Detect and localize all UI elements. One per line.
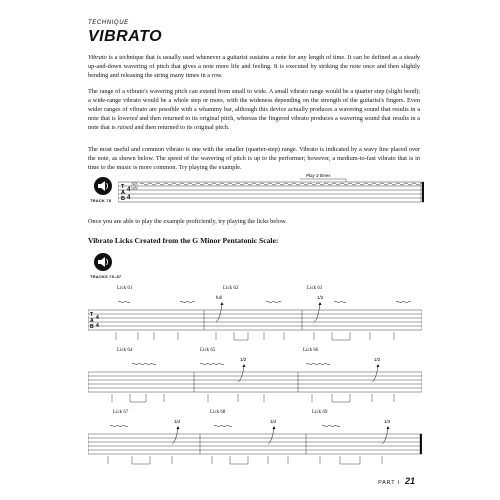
tab-letter-t: T <box>121 184 125 190</box>
svg-text:A: A <box>90 318 94 324</box>
term-raised: raised <box>117 123 133 131</box>
tab-staff-row-3 <box>88 434 422 454</box>
paragraph-intro <box>88 54 420 81</box>
vibrato-mark <box>334 301 346 303</box>
bend-label-quarter: 1/4 <box>270 419 277 424</box>
lick-69-label: Lick 69 <box>312 410 328 415</box>
vibrato-mark <box>200 363 224 365</box>
vibrato-wavy-line <box>140 183 424 185</box>
tracks-label: TRACKS 79–87 <box>90 274 122 279</box>
lick-64-label: Lick 64 <box>117 348 133 353</box>
tab-system-row-3 <box>88 414 422 470</box>
lick-68-label: Lick 68 <box>210 410 226 415</box>
bend-label-quarter: 1/4 <box>174 419 181 424</box>
stems-row-3 <box>108 456 382 464</box>
page-title: VIBRATO <box>88 28 163 45</box>
intro-text: is a technique that is usually used whenever a guitarist sustains a note for any length of time. It can be defined as a steady up-and-down wavering of pitch that gives a note more life and feeling. It is executed by striking the note once and then slightly bending and releasing the string many times in a row. <box>88 54 420 79</box>
svg-text:4: 4 <box>96 315 99 321</box>
lick-65-label: Lick 65 <box>200 348 216 353</box>
svg-text:B: B <box>90 324 94 330</box>
track-label-78: TRACK 78 <box>90 198 112 203</box>
paragraph-try: Once you are able to play the example proficiently, try playing the licks below. <box>88 218 287 225</box>
time-sig-bottom: 4 <box>127 195 131 201</box>
term-vibrato: Vibrato <box>88 54 107 61</box>
lick-63-label: Lick 63 <box>307 286 323 291</box>
final-barline <box>422 182 424 202</box>
fret-number: 5 <box>133 184 136 190</box>
tab-system-row-2 <box>88 352 422 406</box>
stems-row-2 <box>112 394 394 402</box>
vibrato-mark <box>322 425 340 427</box>
vibrato-example-tab <box>118 170 424 210</box>
bend-arrow <box>382 428 388 444</box>
svg-text:4: 4 <box>96 323 99 329</box>
bend-arrow <box>268 428 274 444</box>
term-lowered: lowered <box>117 114 138 122</box>
audio-tracks-icon <box>90 252 116 272</box>
lick-62-label: Lick 62 <box>223 286 239 291</box>
bend-label-half: 1/2 <box>240 357 247 362</box>
bend-arrow <box>314 304 320 322</box>
tab-staff-row-2 <box>88 372 422 392</box>
bend-label-full: full <box>216 295 222 300</box>
lick-66-label: Lick 66 <box>303 348 319 353</box>
bend-arrow <box>372 366 378 382</box>
vibrato-mark <box>118 301 130 303</box>
bend-arrow <box>216 304 222 322</box>
range-text-b: and then returned to its original pitch, whereas the fingered vibrato produces a wavering sound that results in a note that is <box>88 114 420 131</box>
page-number: 21 <box>405 476 416 486</box>
paragraph-common: The most useful and common vibrato is one with the smaller (quarter-step) range. Vibrato is indicated by a wavy line placed over the note, as shown below. The speed of the wavering of pitch is up to the performer; however, a medium-to-fast vibrato that is in time to the music is more common. Try playing the example. <box>88 146 420 171</box>
lick-67-label: Lick 67 <box>113 410 129 415</box>
range-text-a: The range of a vibrato's wavering pitch can extend from small to wide. A small vibrato range would be a quarter step (slight bend); a wide-range vibrato would be a whole step or more, with the wideness depending on the strength of the guitarist's fingers. Even wider ranges of vibrato are possible with a whammy bar, although this device actually produces a wavering sound that results in a note that is <box>88 88 420 122</box>
lick-61-label: Lick 61 <box>117 286 133 291</box>
paragraph-range <box>88 88 420 133</box>
range-text-c: and then returned to its original pitch. <box>132 123 230 131</box>
tab-staff-row-1 <box>88 310 422 330</box>
vibrato-mark <box>214 425 232 427</box>
licks-heading: Vibrato Licks Created from the G Minor Pentatonic Scale: <box>88 236 279 245</box>
bend-label-half: 1/2 <box>317 295 324 300</box>
vibrato-mark <box>306 363 330 365</box>
bend-label-half: 1/2 <box>374 357 381 362</box>
footer-part-label: PART I <box>378 480 400 486</box>
vibrato-mark <box>132 363 156 365</box>
bend-arrow <box>172 428 178 444</box>
play-times-label: Play 3 times <box>306 173 331 178</box>
stems-row-1 <box>116 332 394 340</box>
vibrato-mark <box>266 301 281 303</box>
section-eyebrow: TECHNIQUE <box>88 20 129 26</box>
final-barline <box>420 434 422 454</box>
tab-system-row-1 <box>88 290 422 344</box>
svg-text:T: T <box>90 312 94 318</box>
tab-letter-b: B <box>121 196 125 202</box>
bend-label-quarter: 1/4 <box>384 419 391 424</box>
time-sig-top: 4 <box>127 187 131 193</box>
vibrato-mark <box>180 301 195 303</box>
vibrato-mark <box>110 425 128 427</box>
audio-track-icon <box>90 176 116 196</box>
bend-arrow <box>238 366 244 382</box>
tab-letter-a: A <box>121 190 125 196</box>
vibrato-mark <box>396 301 411 303</box>
